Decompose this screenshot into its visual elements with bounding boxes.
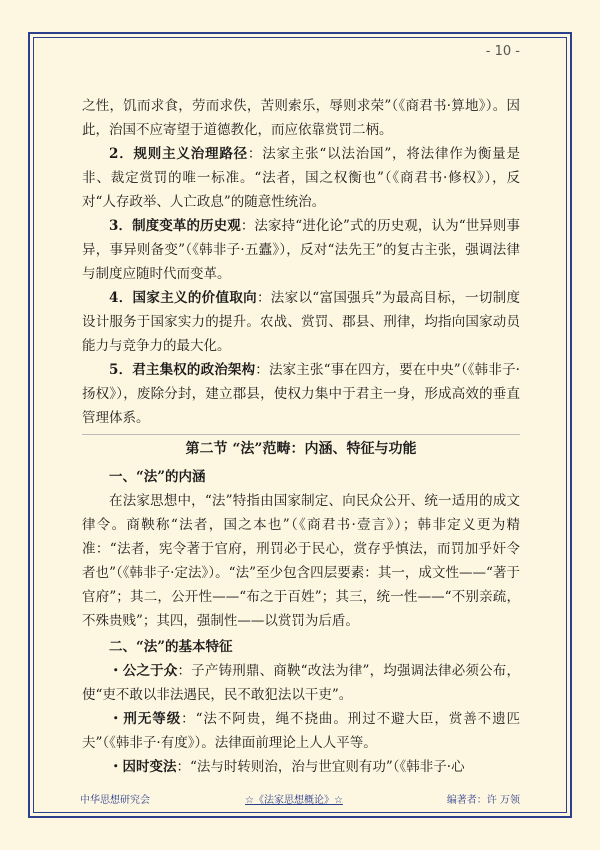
page-number: - 10 -	[485, 44, 520, 59]
point-label: 3．制度变革的历史观	[109, 218, 241, 234]
section-divider	[82, 434, 520, 435]
footer-author: 编著者：许 万领	[446, 795, 520, 806]
bullet-label: ・刑无等级	[109, 711, 182, 727]
point-label: 4．国家主义的价值取向	[109, 290, 257, 306]
point-text: ：法家以“富国强兵”为最高目标，一切制度设计服务于国家实力的提升。农战、赏罚、郡县、刑律，均指向国家动员能力与竞争力的最大化。	[82, 290, 520, 354]
bullet-label: ・因时变法	[109, 759, 177, 775]
paragraph-point-3	[82, 214, 520, 286]
paragraph-point-2	[82, 142, 520, 214]
bullet-text: ：子产铸刑鼎、商鞅“改法为律”，均强调法律必须公布，使“吏不敢以非法遇民，民不敢犯法以干吏”。	[82, 663, 520, 703]
point-label: 2．规则主义治理路径	[109, 146, 248, 162]
bullet-no-rank	[82, 707, 520, 755]
bullet-text: ：“法与时转则治，治与世宜则有功”（《韩非子·心	[176, 759, 465, 775]
point-label: 5．君主集权的政治架构	[109, 362, 256, 378]
subsection-title-meaning: 一、“法”的内涵	[109, 469, 206, 485]
paragraph-meaning: 在法家思想中，“法”特指由国家制定、向民众公开、统一适用的成文律令。商鞅称“法者，国之本也”（《商君书·壹言》）；韩非定义更为精准：“法者，宪令著于官府，刑罚必于民心，赏存乎慎法，而罚加乎奸令者也”（《韩非子·定法》）。“法”至少包含四层要素：其一，成文性——“著于官府”；其二，公开性——“布之于百姓”；其三，统一性——“不别亲疏，不殊贵贱”；其四，强制性——以赏罚为后盾。	[82, 493, 520, 629]
bullet-label: ・公之于众	[109, 663, 178, 679]
footer-book-title: ☆《法家思想概论》☆	[245, 795, 343, 806]
paragraph-continued: 之性，饥而求食，劳而求佚，苦则索乐，辱则求荣”（《商君书·算地》）。因此，治国不应寄望于道德教化，而应依靠赏罚二柄。	[82, 98, 520, 138]
body-content	[82, 94, 520, 779]
point-text: ：法家主张“以法治国”，将法律作为衡量是非、裁定赏罚的唯一标准。“法者，国之权衡也”（《商君书·修权》），反对“人存政举、人亡政息”的随意性统治。	[82, 146, 520, 210]
section-title: 第二节 “法”范畴：内涵、特征与功能	[185, 441, 417, 457]
point-text: ：法家持“进化论”式的历史观，认为“世异则事异，事异则备变”（《韩非子·五蠹》），反对“法先王”的复古主张，强调法律与制度应随时代而变革。	[82, 218, 520, 282]
subsection-title-features: 二、“法”的基本特征	[109, 639, 233, 655]
bullet-change-with-time	[82, 755, 520, 779]
bullet-text: ：“法不阿贵，绳不挠曲。刑过不避大臣，赏善不遗匹夫”（《韩非子·有度》）。法律面前理论上人人平等。	[82, 711, 521, 751]
paragraph-point-5	[82, 358, 520, 430]
page-footer	[80, 791, 520, 811]
paragraph-point-4	[82, 286, 520, 358]
point-text: ：法家主张“事在四方，要在中央”（《韩非子·扬权》），废除分封，建立郡县，使权力集中于君主一身，形成高效的垂直管理体系。	[82, 362, 520, 426]
footer-organization: 中华思想研究会	[80, 795, 150, 806]
bullet-public	[82, 659, 520, 707]
